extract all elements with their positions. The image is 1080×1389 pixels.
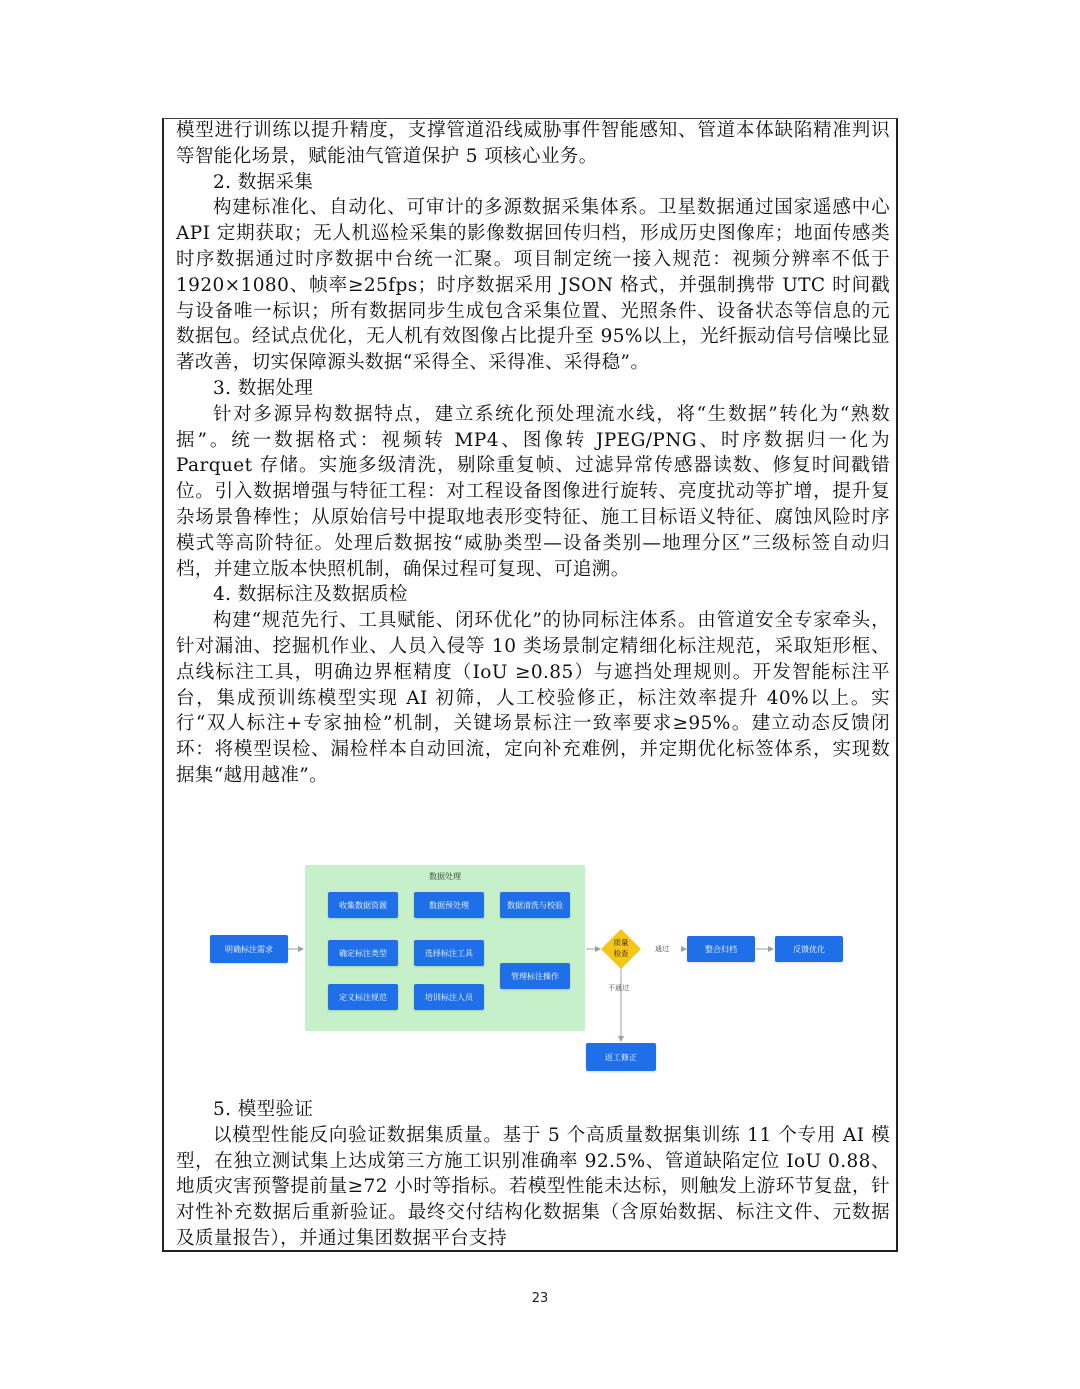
node-collect-resources: 收集数据资源 xyxy=(328,892,398,918)
paragraph-data-collection: 构建标准化、自动化、可审计的多源数据采集体系。卫星数据通过国家遥感中心 API 定期获取；无人机巡检采集的影像数据回传归档，形成历史图像库；地面传感类时序数据通过时序数据中台统一汇聚。项目制定统一接入规范：视频分辨率不低于 1920×1080、帧率≥25fps；时序数据采用 JSON 格式，并强制携带 UTC 时间戳与设备唯一标识；所有数据同步生成包含采集位置、光照条件、设备状态等信息的元数据包。经试点优化，无人机有效图像占比提升至 95%以上，光纤振动信号信噪比显著改善，切实保障源头数据“采得全、采得准、采得稳”。 xyxy=(176,197,890,374)
paragraph-intro-continuation: 模型进行训练以提升精度，支撑管道沿线威胁事件智能感知、管道本体缺陷精准判识等智能化场景，赋能油气管道保护 5 项核心业务。 xyxy=(176,120,890,167)
node-rework: 返工修正 xyxy=(586,1043,656,1071)
quality-check-line2: 检查 xyxy=(613,949,629,958)
node-train-annotators: 培训标注人员 xyxy=(414,984,484,1010)
heading-data-processing: 3. 数据处理 xyxy=(213,377,314,399)
node-clean-validate: 数据清洗与校验 xyxy=(500,892,570,918)
paragraph-model-validation: 以模型性能反向验证数据集质量。基于 5 个高质量数据集训练 11 个专用 AI 模型，在独立测试集上达成第三方施工识别准确率 92.5%、管道缺陷定位 IoU 0.88、地质灾害预警提前量≥72 小时等指标。若模型性能未达标，则触发上游环节复盘，针对性补充数据后重新验证。最终交付结构化数据集（含原始数据、标注文件、元数据及质量报告），并通过集团数据平台支持 xyxy=(176,1124,890,1249)
node-feedback: 反馈优化 xyxy=(775,936,843,962)
node-manage-annotation: 管理标注操作 xyxy=(500,963,570,989)
page-number: 23 xyxy=(531,1291,549,1306)
bottom-text-block xyxy=(176,1097,890,1252)
node-annotation-spec: 定义标注规范 xyxy=(328,984,398,1010)
heading-data-annotation: 4. 数据标注及数据质检 xyxy=(213,584,408,606)
node-annotation-type: 确定标注类型 xyxy=(328,940,398,966)
annotation-flowchart xyxy=(200,855,860,1085)
node-archive: 整合归档 xyxy=(687,936,755,962)
node-preprocess: 数据预处理 xyxy=(414,892,484,918)
paragraph-data-annotation: 构建“规范先行、工具赋能、闭环优化”的协同标注体系。由管道安全专家牵头，针对漏油、挖掘机作业、人员入侵等 10 类场景制定精细化标注规范，采取矩形框、点线标注工具，明确边界框精度（IoU ≥0.85）与遮挡处理规则。开发智能标注平台，集成预训练模型实现 AI 初筛，人工校验修正，标注效率提升 40%以上。实行“双人标注+专家抽检”机制，关键场景标注一致率要求≥95%。建立动态反馈闭环：将模型误检、漏检样本自动回流，定向补充难例，并定期优化标签体系，实现数据集“越用越准”。 xyxy=(176,610,890,786)
paragraph-data-processing: 针对多源异构数据特点，建立系统化预处理流水线，将“生数据”转化为“熟数据”。统一数据格式：视频转 MP4、图像转 JPEG/PNG、时序数据归一化为 Parquet 存储。实施多级清洗，剔除重复帧、过滤异常传感器读数、修复时间戳错位。引入数据增强与特征工程：对工程设备图像进行旋转、亮度扰动等扩增，提升复杂场景鲁棒性；从原始信号中提取地表形变特征、施工目标语义特征、腐蚀风险时序模式等高阶特征。处理后数据按“威胁类型—设备类别—地理分区”三级标签自动归档，并建立版本快照机制，确保过程可复现、可追溯。 xyxy=(176,403,890,580)
quality-check-label xyxy=(605,937,637,959)
top-text-block xyxy=(176,118,890,789)
heading-model-validation: 5. 模型验证 xyxy=(213,1099,314,1120)
quality-check-line1: 质量 xyxy=(613,938,629,947)
fail-label: 不通过 xyxy=(608,984,629,992)
node-annotation-tool: 选择标注工具 xyxy=(414,940,484,966)
heading-data-collection: 2. 数据采集 xyxy=(213,171,314,193)
node-define-requirements: 明确标注需求 xyxy=(210,935,288,963)
panel-title: 数据处理 xyxy=(429,872,461,881)
pass-label: 通过 xyxy=(655,945,669,953)
